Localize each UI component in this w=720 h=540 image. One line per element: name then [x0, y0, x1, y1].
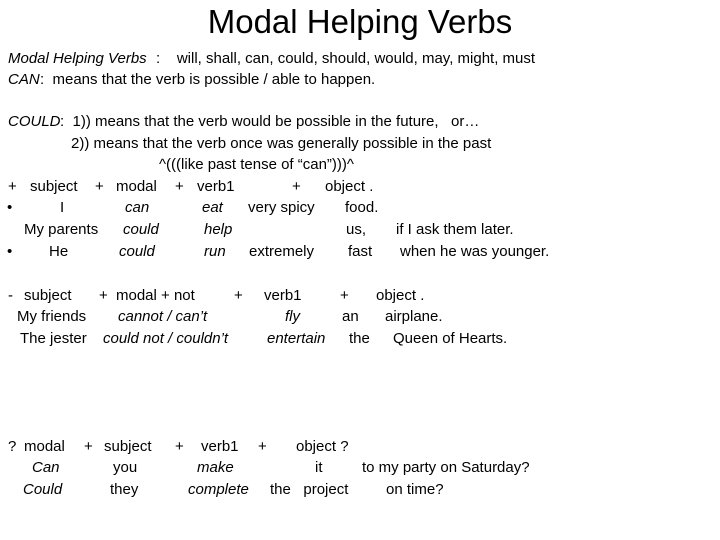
example-extra: to my party on Saturday?	[362, 459, 530, 476]
formula-modal: modal	[116, 178, 157, 195]
example-object: us,	[346, 221, 367, 238]
formula-object: object .	[376, 287, 425, 304]
example-verb: entertain	[267, 330, 326, 347]
modal-verbs-list: : will, shall, can, could, should, would, may, might, must	[156, 50, 536, 67]
formula-modal: modal	[24, 438, 65, 455]
can-definition: : means that the verb is possible / able to happen.	[40, 71, 376, 88]
example-verb: fly	[285, 308, 300, 325]
example-modal: could	[123, 221, 159, 238]
formula-plus: +	[234, 287, 243, 304]
example-object: fast	[348, 243, 373, 260]
example-subject: My friends	[17, 308, 87, 325]
example-modal: cannot / can’t	[118, 308, 208, 325]
modal-verbs-label: Modal Helping Verbs	[8, 50, 147, 67]
example-extra: when he was younger.	[400, 243, 550, 260]
example-object: Queen of Hearts.	[393, 330, 508, 347]
example-object: airplane.	[385, 308, 443, 325]
example-object: the project	[270, 481, 349, 498]
formula-verb: verb1	[197, 178, 235, 195]
example-subject: you	[113, 459, 138, 476]
formula-plus: +	[258, 438, 267, 455]
formula-object: object .	[325, 178, 374, 195]
example-determiner: an	[342, 308, 359, 325]
formula-plus: +	[292, 178, 301, 195]
bullet: •	[7, 243, 13, 260]
example-verb: make	[197, 459, 234, 476]
formula-plus: +	[340, 287, 349, 304]
formula-object: object ?	[296, 438, 349, 455]
example-adverb: extremely	[249, 243, 315, 260]
formula-plus: +	[84, 438, 93, 455]
example-modal: can	[125, 199, 150, 216]
formula-modal-not: modal + not	[116, 287, 195, 304]
page-title: Modal Helping Verbs	[207, 3, 513, 40]
example-subject: He	[49, 243, 69, 260]
example-object: food.	[345, 199, 379, 216]
formula-plus: +	[175, 178, 184, 195]
example-verb: run	[204, 243, 226, 260]
formula-question-mark: ?	[8, 438, 17, 455]
formula-plus: +	[99, 287, 108, 304]
formula-subject: subject	[30, 178, 78, 195]
formula-subject: subject	[24, 287, 72, 304]
example-verb: eat	[202, 199, 223, 216]
example-subject: I	[60, 199, 65, 216]
example-object: it	[315, 459, 323, 476]
example-extra: if I ask them later.	[396, 221, 514, 238]
could-definition-2: 2)) means that the verb once was generally possible in the past	[71, 135, 492, 152]
formula-subject: subject	[104, 438, 152, 455]
example-extra: on time?	[386, 481, 444, 498]
example-modal: Could	[23, 481, 63, 498]
example-determiner: the	[349, 330, 370, 347]
example-verb: help	[204, 221, 233, 238]
example-modal: could	[119, 243, 155, 260]
can-label: CAN	[8, 71, 40, 88]
example-adverb: very spicy	[248, 199, 315, 216]
formula-plus: +	[175, 438, 184, 455]
could-definition-note: ^(((like past tense of “can”)))^	[159, 156, 354, 173]
bullet: •	[7, 199, 13, 216]
example-subject: The jester	[20, 330, 87, 347]
formula-plus: +	[8, 178, 17, 195]
could-label: COULD	[8, 113, 61, 130]
formula-verb: verb1	[201, 438, 239, 455]
example-subject: they	[110, 481, 139, 498]
could-definition-1: : 1)) means that the verb would be possible in the future, or…	[60, 113, 480, 130]
formula-plus: +	[95, 178, 104, 195]
formula-minus: -	[8, 287, 13, 304]
example-modal: could not / couldn’t	[103, 330, 229, 347]
example-verb: complete	[188, 481, 249, 498]
formula-verb: verb1	[264, 287, 302, 304]
example-modal: Can	[32, 459, 60, 476]
example-subject: My parents	[24, 221, 99, 238]
